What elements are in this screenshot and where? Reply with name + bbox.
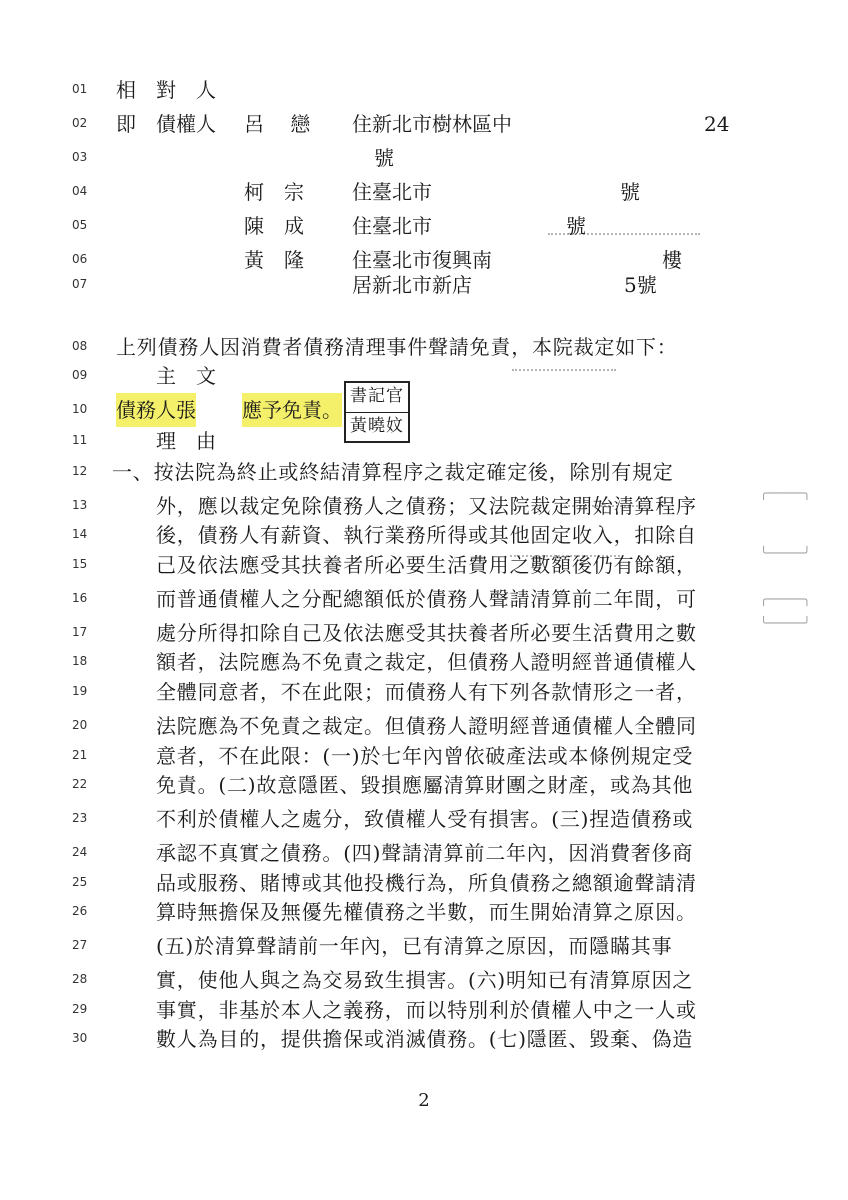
line-number: 01	[72, 82, 88, 96]
reason-line-20	[0, 709, 848, 743]
reason-text: 算時無擔保及無優先權債務之半數，而生開始清算之原因。	[156, 900, 697, 924]
creditor-address-tail: 號	[566, 214, 586, 238]
line-number: 08	[72, 339, 88, 353]
reason-text: 外，應以裁定免除債務人之債務；又法院裁定開始清算程序	[156, 494, 697, 518]
creditor-name: 呂 戀	[244, 112, 311, 136]
line-number: 21	[72, 748, 88, 762]
line-number: 12	[72, 464, 88, 478]
reason-text: 不利於債權人之處分，致債權人受有損害。(三)捏造債務或	[156, 807, 694, 831]
reason-line-18	[0, 645, 848, 679]
reason-text: 品或服務、賭博或其他投機行為，所負債務之總額逾聲請清	[156, 871, 697, 895]
reason-line-12	[0, 455, 848, 489]
line-number: 24	[72, 845, 88, 859]
creditor-address: 住臺北市	[352, 180, 432, 204]
line-number: 14	[72, 527, 88, 541]
creditor-address: 住臺北市	[352, 214, 432, 238]
reason-line-27	[0, 929, 848, 963]
line-number: 02	[72, 116, 88, 130]
scan-speck: ╰─────╯	[760, 546, 811, 560]
party-line-01	[0, 73, 848, 107]
page-number: 2	[418, 1090, 430, 1111]
stamp-title: 書記官	[350, 386, 404, 406]
line-number: 26	[72, 904, 88, 918]
reason-text: 己及依法應受其扶養者所必要生活費用之數額後仍有餘額，	[156, 553, 697, 577]
reason-text: 全體同意者，不在此限；而債務人有下列各款情形之一者，	[156, 680, 697, 704]
creditor-address: 住新北市樹林區中	[352, 112, 512, 136]
creditor-address-cont: 號	[374, 146, 394, 170]
party-line-05	[0, 209, 848, 243]
ruling-line-10	[0, 393, 848, 427]
line-number: 27	[72, 938, 88, 952]
creditor-address-tail: 24	[704, 112, 730, 136]
scan-speck: ╭─────╮	[760, 486, 811, 500]
reason-line-22	[0, 768, 848, 802]
reason-line-15	[0, 548, 848, 582]
scan-speck: ╰─────╯	[760, 616, 811, 630]
reason-text: 事實，非基於本人之義務，而以特別利於債權人中之一人或	[156, 998, 697, 1022]
party-line-04	[0, 175, 848, 209]
party-role-label: 即 債權人	[116, 112, 216, 136]
reason-line-26	[0, 895, 848, 929]
reason-text: 實，使他人與之為交易致生損害。(六)明知已有清算原因之	[156, 968, 694, 992]
reason-text: (五)於清算聲請前一年內，已有清算之原因，而隱瞞其事	[156, 934, 673, 958]
creditor-address: 住臺北市復興南	[352, 248, 492, 272]
ruling-intro: 上列債務人因消費者債務清理事件聲請免責，本院裁定如下：	[116, 335, 678, 359]
reason-line-16	[0, 582, 848, 616]
creditor-address: 居新北市新店	[352, 273, 472, 297]
party-line-03	[0, 141, 848, 175]
line-number: 06	[72, 252, 88, 266]
line-number: 20	[72, 718, 88, 732]
line-number: 11	[72, 433, 88, 447]
party-line-02	[0, 107, 848, 141]
creditor-address-tail: 號	[620, 180, 640, 204]
line-number: 23	[72, 811, 88, 825]
line-number: 25	[72, 875, 88, 889]
reason-text: 而普通債權人之分配總額低於債務人聲請清算前二年間，可	[156, 587, 697, 611]
clerk-stamp	[344, 381, 410, 443]
reason-text: 承認不真實之債務。(四)聲請清算前二年內，因消費奢侈商	[156, 841, 694, 865]
line-number: 04	[72, 184, 88, 198]
creditor-name: 黃 隆	[244, 248, 304, 272]
reason-text: 法院應為不免責之裁定。但債務人證明經普通債權人全體同	[156, 714, 697, 738]
debtor-name-highlighted: 債務人張	[116, 393, 196, 427]
reason-text: 額者，法院應為不免責之裁定，但債務人證明經普通債權人	[156, 650, 697, 674]
line-number: 17	[72, 625, 88, 639]
ruling-line-11	[0, 424, 848, 458]
main-text-heading: 主 文	[156, 364, 216, 388]
line-number: 16	[72, 591, 88, 605]
line-number: 05	[72, 218, 88, 232]
party-role-label: 相 對 人	[116, 78, 216, 102]
discharge-order-highlighted: 應予免責。	[242, 393, 342, 427]
stamp-clerk-name: 黃曉妏	[346, 412, 408, 442]
line-number: 03	[72, 150, 88, 164]
reason-line-30	[0, 1022, 848, 1056]
reason-line-24	[0, 836, 848, 870]
line-number: 07	[72, 277, 88, 291]
reason-text: 意者，不在此限：(一)於七年內曾依破產法或本條例規定受	[156, 744, 694, 768]
party-line-07	[0, 268, 848, 302]
line-number: 13	[72, 498, 88, 512]
line-number: 19	[72, 684, 88, 698]
reason-text: 數人為目的，提供擔保或消滅債務。(七)隱匿、毀棄、偽造	[156, 1027, 694, 1051]
reason-line-19	[0, 675, 848, 709]
line-number: 22	[72, 777, 88, 791]
reason-line-23	[0, 802, 848, 836]
line-number: 28	[72, 972, 88, 986]
creditor-address-tail: 5號	[624, 273, 657, 297]
creditor-name: 柯 宗	[244, 180, 304, 204]
reason-text: 免責。(二)故意隱匿、毀損應屬清算財團之財產，或為其他	[156, 773, 694, 797]
line-number: 29	[72, 1002, 88, 1016]
line-number: 10	[72, 402, 88, 416]
reason-text: 後，債務人有薪資、執行業務所得或其他固定收入，扣除自	[156, 523, 697, 547]
line-number: 18	[72, 654, 88, 668]
reason-text: 一、按法院為終止或終結清算程序之裁定確定後，除別有規定	[112, 460, 674, 484]
scan-speck: ╭─────╮	[760, 592, 811, 606]
line-number: 30	[72, 1031, 88, 1045]
creditor-address-tail: 樓	[662, 248, 682, 272]
ruling-line-09	[0, 359, 848, 393]
reasons-heading: 理 由	[156, 429, 216, 453]
reason-line-14	[0, 518, 848, 552]
reason-line-28	[0, 963, 848, 997]
creditor-name: 陳 成	[244, 214, 304, 238]
reason-text: 處分所得扣除自己及依法應受其扶養者所必要生活費用之數	[156, 621, 697, 645]
line-number: 15	[72, 557, 88, 571]
line-number: 09	[72, 368, 88, 382]
